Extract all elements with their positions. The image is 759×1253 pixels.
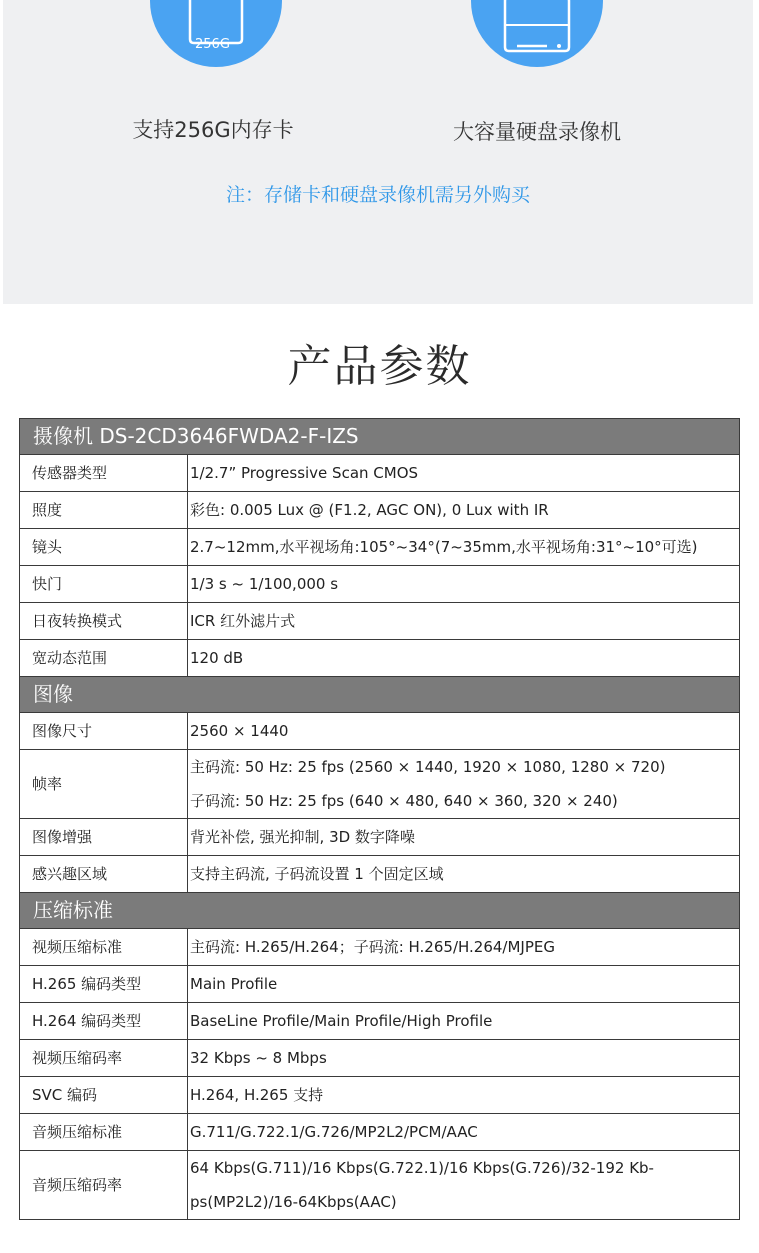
spec-value-line: ICR 红外滤片式 (190, 612, 296, 630)
spec-table-body (20, 419, 740, 1220)
spec-value (188, 1114, 740, 1151)
spec-row (20, 1003, 740, 1040)
spec-row (20, 819, 740, 856)
spec-label: 视频压缩码率 (20, 1040, 188, 1077)
spec-value-line: G.711/G.722.1/G.726/MP2L2/PCM/AAC (190, 1123, 478, 1141)
spec-value-line: H.264, H.265 支持 (190, 1086, 324, 1104)
spec-value-line: 120 dB (190, 649, 244, 667)
spec-label: 音频压缩标准 (20, 1114, 188, 1151)
spec-value-line: 主码流: H.265/H.264；子码流: H.265/H.264/MJPEG (190, 938, 555, 956)
spec-value-line: 64 Kbps(G.711)/16 Kbps(G.722.1)/16 Kbps(G.726)/32-192 Kb- (190, 1159, 654, 1177)
spec-label: SVC 编码 (20, 1077, 188, 1114)
spec-label: 帧率 (20, 750, 188, 819)
spec-label: 音频压缩码率 (20, 1151, 188, 1220)
spec-row (20, 640, 740, 677)
spec-value (188, 1040, 740, 1077)
spec-value (188, 856, 740, 893)
spec-label: 感兴趣区域 (20, 856, 188, 893)
sd-card-feature-label: 支持256G内存卡 (132, 118, 294, 142)
nvr-feature-circle (471, 0, 603, 67)
spec-value (188, 492, 740, 529)
spec-value-line: 2560 × 1440 (190, 722, 289, 740)
spec-value (188, 713, 740, 750)
spec-label: 传感器类型 (20, 455, 188, 492)
spec-row (20, 455, 740, 492)
spec-label: H.265 编码类型 (20, 966, 188, 1003)
spec-label: 照度 (20, 492, 188, 529)
spec-row (20, 492, 740, 529)
spec-value-line: 支持主码流, 子码流设置 1 个固定区域 (190, 865, 444, 883)
spec-value (188, 750, 740, 819)
spec-row (20, 603, 740, 640)
spec-value-line: 2.7~12mm,水平视场角:105°~34°(7~35mm,水平视场角:31°~10°可选) (190, 538, 698, 556)
spec-row (20, 1114, 740, 1151)
spec-value-line: 1/3 s ~ 1/100,000 s (190, 575, 339, 593)
spec-value-line: 主码流: 50 Hz: 25 fps (2560 × 1440, 1920 × 1080, 1280 × 720) (190, 758, 666, 776)
spec-value (188, 529, 740, 566)
sd-card-feature-circle (150, 0, 282, 67)
spec-value (188, 1077, 740, 1114)
section-title: 产品参数 (287, 341, 472, 392)
spec-row (20, 529, 740, 566)
spec-value (188, 640, 740, 677)
spec-value-line: ps(MP2L2)/16-64Kbps(AAC) (190, 1193, 397, 1211)
spec-label: 图像尺寸 (20, 713, 188, 750)
spec-value (188, 1151, 740, 1220)
spec-value-line: 32 Kbps ~ 8 Mbps (190, 1049, 327, 1067)
spec-label: 视频压缩标准 (20, 929, 188, 966)
spec-section-title: 摄像机 DS-2CD3646FWDA2-F-IZS (20, 419, 740, 455)
spec-value-line: 1/2.7” Progressive Scan CMOS (190, 464, 419, 482)
spec-table (19, 418, 740, 1220)
sd-card-icon (150, 0, 282, 67)
spec-value-line: 子码流: 50 Hz: 25 fps (640 × 480, 640 × 360, 320 × 240) (190, 792, 618, 810)
spec-row (20, 1077, 740, 1114)
spec-section-header (20, 419, 740, 455)
spec-label: 图像增强 (20, 819, 188, 856)
spec-row (20, 966, 740, 1003)
storage-features-panel (3, 0, 753, 304)
spec-label: 镜头 (20, 529, 188, 566)
spec-value-line: 背光补偿, 强光抑制, 3D 数字降噪 (190, 828, 415, 846)
spec-value (188, 455, 740, 492)
spec-value-line: Main Profile (190, 975, 278, 993)
spec-value (188, 966, 740, 1003)
spec-value-line: 彩色: 0.005 Lux @ (F1.2, AGC ON), 0 Lux with IR (190, 501, 549, 519)
spec-section-title: 压缩标准 (20, 893, 740, 929)
spec-row (20, 566, 740, 603)
spec-section-title: 图像 (20, 677, 740, 713)
spec-row (20, 929, 740, 966)
spec-label: 快门 (20, 566, 188, 603)
spec-section-header (20, 893, 740, 929)
spec-value (188, 929, 740, 966)
spec-row (20, 1040, 740, 1077)
spec-label: H.264 编码类型 (20, 1003, 188, 1040)
spec-value (188, 1003, 740, 1040)
spec-value (188, 819, 740, 856)
spec-value (188, 603, 740, 640)
spec-row (20, 713, 740, 750)
spec-row (20, 856, 740, 893)
spec-section-header (20, 677, 740, 713)
spec-value-line: BaseLine Profile/Main Profile/High Profile (190, 1012, 493, 1030)
spec-value (188, 566, 740, 603)
spec-label: 宽动态范围 (20, 640, 188, 677)
nvr-feature-label: 大容量硬盘录像机 (453, 120, 621, 144)
hard-disk-recorder-icon (471, 0, 603, 67)
spec-row (20, 750, 740, 819)
purchase-note: 注：存储卡和硬盘录像机需另外购买 (225, 184, 530, 206)
spec-label: 日夜转换模式 (20, 603, 188, 640)
sd-card-badge: 256G (195, 37, 230, 52)
spec-row (20, 1151, 740, 1220)
